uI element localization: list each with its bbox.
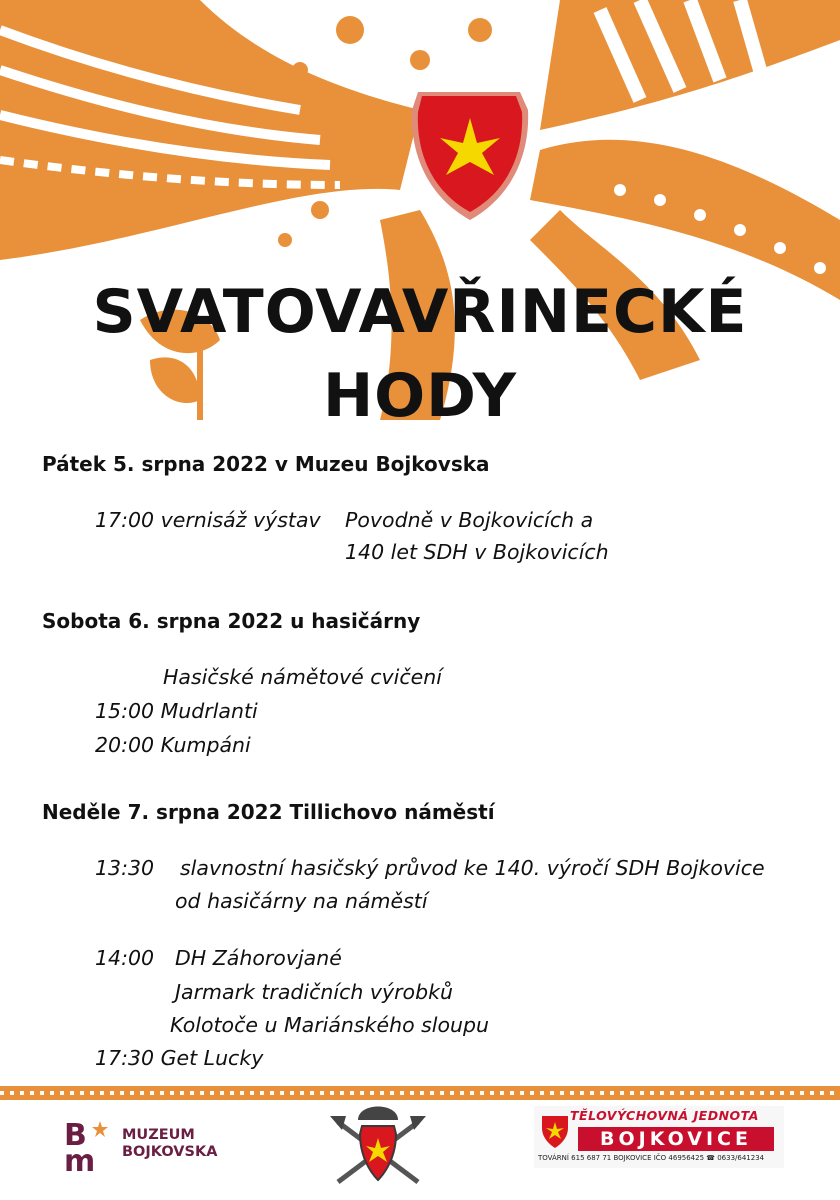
fire-brigade-emblem-icon xyxy=(318,1102,438,1190)
sunday-time-2: 14:00 xyxy=(95,946,155,970)
friday-item-1: 17:00 vernisáž výstav xyxy=(95,508,321,532)
museum-name-line1: MUZEUM xyxy=(122,1127,195,1143)
day-heading-friday: Pátek 5. srpna 2022 v Muzeu Bojkovska xyxy=(42,452,490,476)
saturday-item-3: 20:00 Kumpáni xyxy=(95,733,251,757)
event-title-line2: HODY xyxy=(322,361,518,431)
museum-logo xyxy=(62,1115,222,1175)
museum-name-line2: BOJKOVSKA xyxy=(122,1144,218,1160)
museum-bm-icon xyxy=(62,1115,118,1171)
friday-item-2: Povodně v Bojkovicích a xyxy=(345,508,594,532)
sunday-time-1: 13:30 xyxy=(95,856,155,880)
friday-item-3: 140 let SDH v Bojkovicích xyxy=(345,540,609,564)
sunday-item-4: Jarmark tradičních výrobků xyxy=(175,980,453,1004)
sunday-item-1: slavnostní hasičský průvod ke 140. výročí SDH Bojkovice xyxy=(180,856,765,880)
sports-crest-icon xyxy=(540,1114,570,1150)
saturday-item-2: 15:00 Mudrlanti xyxy=(95,699,258,723)
saturday-item-1: Hasičské námětové cvičení xyxy=(163,665,442,689)
sunday-item-3: DH Záhorovjané xyxy=(175,946,342,970)
sunday-item-5: Kolotoče u Mariánského sloupu xyxy=(170,1013,490,1037)
sunday-item-2: od hasičárny na náměstí xyxy=(175,889,428,913)
sunday-item-6: 17:30 Get Lucky xyxy=(95,1046,264,1070)
crest-icon xyxy=(412,92,528,220)
sports-club-logo xyxy=(534,1106,784,1168)
svg-text:B: B xyxy=(64,1118,87,1153)
svg-text:m: m xyxy=(64,1144,96,1171)
day-heading-sunday: Neděle 7. srpna 2022 Tillichovo náměstí xyxy=(42,800,495,824)
sports-club-name: BOJKOVICE xyxy=(578,1127,774,1151)
event-title-line1: SVATOVAVŘINECKÉ xyxy=(92,277,748,347)
sports-club-type: TĚLOVÝCHOVNÁ JEDNOTA xyxy=(570,1108,759,1123)
day-heading-saturday: Sobota 6. srpna 2022 u hasičárny xyxy=(42,609,421,633)
sports-club-address: TOVÁRNÍ 615 687 71 BOJKOVICE IČO 46956425 ☎ 0633/641234 xyxy=(538,1154,765,1162)
